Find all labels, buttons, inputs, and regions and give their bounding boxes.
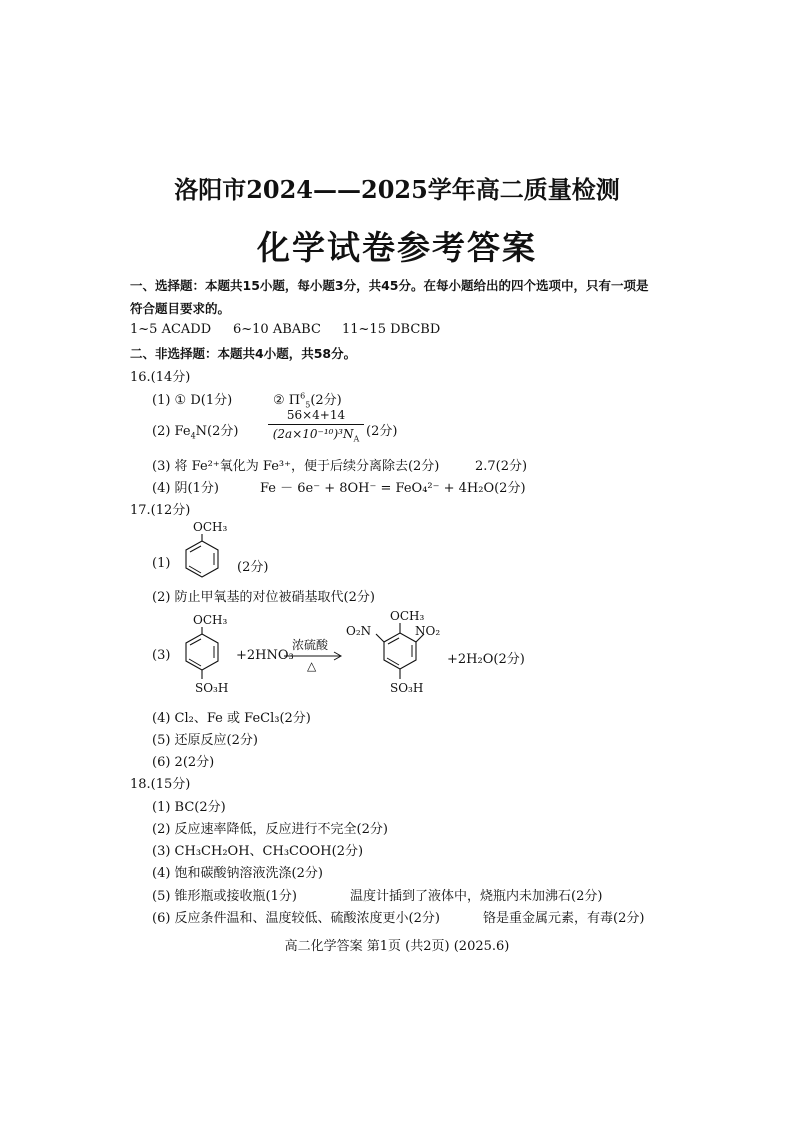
q16-part1-b-sup: 6	[300, 391, 306, 401]
q18-part3: (3) CH₃CH₂OH、CH₃COOH(2分)	[152, 844, 364, 859]
page-title-line1: 洛阳市2024——2025学年高二质量检测	[174, 175, 620, 204]
q16-part3-text: (3) 将 Fe²⁺氧化为 Fe³⁺，便于后续分离除去(2分)	[152, 459, 440, 474]
q18-part6-b: 铬是重金属元素，有毒(2分)	[483, 911, 645, 926]
q17-part5: (5) 还原反应(2分)	[152, 733, 258, 748]
q17-reactant-bottom-group: SO₃H	[195, 681, 229, 695]
product-bond-right	[416, 634, 424, 642]
section2-heading: 二、非选择题：本题共4小题，共58分。	[130, 346, 357, 361]
q17-product-top-group: OCH₃	[390, 609, 425, 623]
anisole-double-bond-2	[189, 566, 201, 573]
product-ring	[384, 633, 416, 669]
q17-part3-number: (3)	[152, 648, 171, 663]
fraction-numerator: 56×4+14	[268, 408, 364, 425]
q16-part4-b: Fe － 6e⁻ + 8OH⁻ = FeO₄²⁻ + 4H₂O(2分)	[260, 481, 526, 496]
anisole-ring	[186, 541, 218, 577]
q17-part6: (6) 2(2分)	[152, 755, 215, 770]
density-fraction	[268, 408, 364, 443]
fraction-denominator-main: (2a×10⁻¹⁰)³N	[272, 427, 354, 441]
q18-part2: (2) 反应速率降低，反应进行不完全(2分)	[152, 822, 388, 837]
q16-part3-value: 2.7(2分)	[475, 459, 528, 474]
reactant-ring	[186, 634, 218, 670]
q17-product-left-group: O₂N	[346, 624, 372, 638]
q18-part6-a: (6) 反应条件温和、温度较低、硫酸浓度更小(2分)	[152, 911, 440, 926]
anisole-structure	[180, 534, 224, 580]
section1-answers-3: 11~15 DBCBD	[342, 322, 441, 337]
arrow-condition-bottom: △	[307, 659, 317, 673]
q16-part1-b-pre: ② Π	[273, 393, 301, 408]
q16-part2-post: N(2分)	[195, 424, 239, 439]
q16-part1-b-sub: 5	[305, 400, 311, 410]
q17-part4: (4) Cl₂、Fe 或 FeCl₃(2分)	[152, 711, 311, 726]
q18-label: 18.(15分)	[130, 777, 191, 792]
q16-part1-a: (1) ① D(1分)	[152, 393, 233, 408]
q17-part1-group: OCH₃	[193, 520, 228, 534]
q17-product-right-group: NO₂	[415, 624, 441, 638]
q16-part4-a: (4) 阴(1分)	[152, 481, 219, 496]
arrow-condition-top: 浓硫酸	[292, 638, 329, 652]
q16-part1-b-post: (2分)	[310, 393, 342, 408]
q17-part1-number: (1)	[152, 556, 171, 571]
section1-answers-2: 6~10 ABABC	[233, 322, 321, 337]
reactant-double-bond-2	[189, 659, 201, 666]
q17-part3-tail: +2H₂O(2分)	[447, 652, 525, 667]
q18-part5-a: (5) 锥形瓶或接收瓶(1分)	[152, 889, 297, 904]
q17-reagent: +2HNO₃	[236, 648, 294, 663]
product-structure	[370, 623, 430, 685]
section1-heading-line1: 一、选择题：本题共15小题，每小题3分，共45分。在每小题给出的四个选项中，只有一项是	[130, 278, 649, 293]
section1-answers-1: 1~5 ACADD	[130, 322, 212, 337]
q16-part2-sub: 4	[190, 431, 196, 441]
q17-part2: (2) 防止甲氧基的对位被硝基取代(2分)	[152, 590, 375, 605]
fraction-denominator	[268, 425, 364, 443]
fraction-denominator-sub: A	[353, 434, 360, 444]
q17-product-bottom-group: SO₃H	[390, 681, 424, 695]
page-footer: 高二化学答案 第1页 (共2页) (2025.6)	[284, 939, 510, 954]
product-bond-left	[376, 634, 384, 642]
q18-part5-b: 温度计插到了液体中，烧瓶内未加沸石(2分)	[350, 889, 603, 904]
q17-reactant-top-group: OCH₃	[193, 613, 228, 627]
q16-part1-b	[273, 389, 342, 410]
q17-label: 17.(12分)	[130, 503, 191, 518]
q18-part4: (4) 饱和碳酸钠溶液洗涤(2分)	[152, 866, 323, 881]
reactant-structure	[180, 627, 224, 685]
q16-part2	[152, 420, 238, 441]
product-double-bond-2	[387, 658, 399, 665]
q17-part1-score: (2分)	[237, 560, 269, 575]
q18-part1: (1) BC(2分)	[152, 800, 226, 815]
section1-heading-line2: 符合题目要求的。	[130, 301, 231, 316]
q16-part2-score: (2分)	[366, 424, 398, 439]
page-title-line2: 化学试卷参考答案	[257, 228, 537, 267]
q16-part2-pre: (2) Fe	[152, 424, 191, 439]
q16-label: 16.(14分)	[130, 370, 191, 385]
